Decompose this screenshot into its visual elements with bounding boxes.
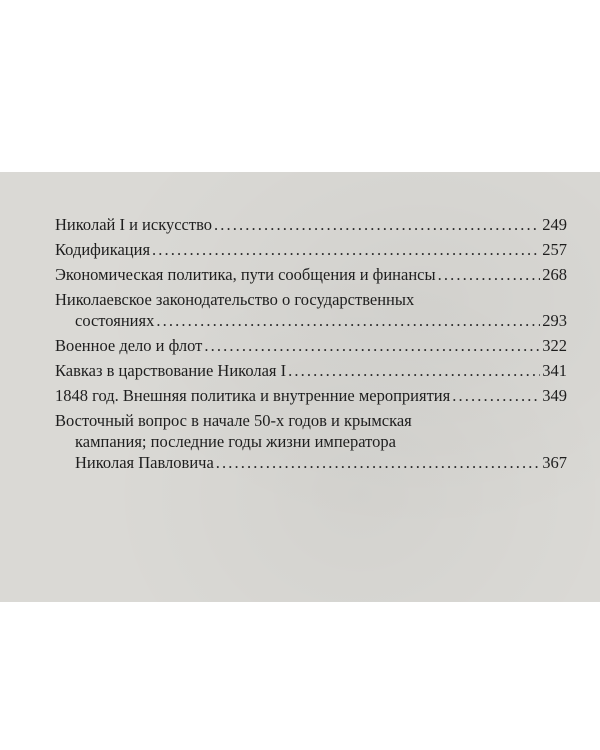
toc-page-number: 349 <box>542 386 567 405</box>
dot-leader <box>156 310 540 331</box>
dot-leader <box>452 385 540 406</box>
dot-leader <box>204 335 540 356</box>
toc-entry-title: Кодификация <box>55 240 151 259</box>
toc-entry-legislation <box>55 289 567 331</box>
toc-entry-title-continued: кампания; последние годы жизни императора <box>75 432 396 451</box>
toc-page-number: 367 <box>542 453 567 472</box>
dot-leader <box>152 239 540 260</box>
toc-entry-economics <box>55 264 567 285</box>
toc-entry-title: Восточный вопрос в начале 50-х годов и крымская <box>55 411 412 430</box>
dot-leader <box>438 264 541 285</box>
toc-entry-title-continued: состояниях <box>75 311 155 330</box>
toc-page-number: 341 <box>542 361 567 380</box>
toc-entry-title-continued: Николая Павловича <box>75 453 214 472</box>
toc-entry-art <box>55 214 567 235</box>
toc-entry-title: Николаевское законодательство о государственных <box>55 290 415 309</box>
toc-page-number: 257 <box>542 240 567 259</box>
table-of-contents <box>55 214 567 477</box>
book-page <box>0 172 600 602</box>
toc-entry-1848 <box>55 385 567 406</box>
toc-entry-military <box>55 335 567 356</box>
toc-page-number: 293 <box>542 311 567 330</box>
dot-leader <box>216 452 540 473</box>
toc-entry-title: Кавказ в царствование Николая I <box>55 361 287 380</box>
toc-entry-codification <box>55 239 567 260</box>
toc-entry-title: 1848 год. Внешняя политика и внутренние мероприятия <box>55 386 451 405</box>
toc-entry-eastern-question <box>55 410 567 473</box>
toc-page-number: 268 <box>542 265 567 284</box>
toc-page-number: 322 <box>542 336 567 355</box>
dot-leader <box>214 214 540 235</box>
toc-entry-title: Николай I и искусство <box>55 215 213 234</box>
toc-entry-caucasus <box>55 360 567 381</box>
toc-entry-title: Военное дело и флот <box>55 336 203 355</box>
dot-leader <box>288 360 540 381</box>
toc-page-number: 249 <box>542 215 567 234</box>
toc-entry-title: Экономическая политика, пути сообщения и финансы <box>55 265 436 284</box>
